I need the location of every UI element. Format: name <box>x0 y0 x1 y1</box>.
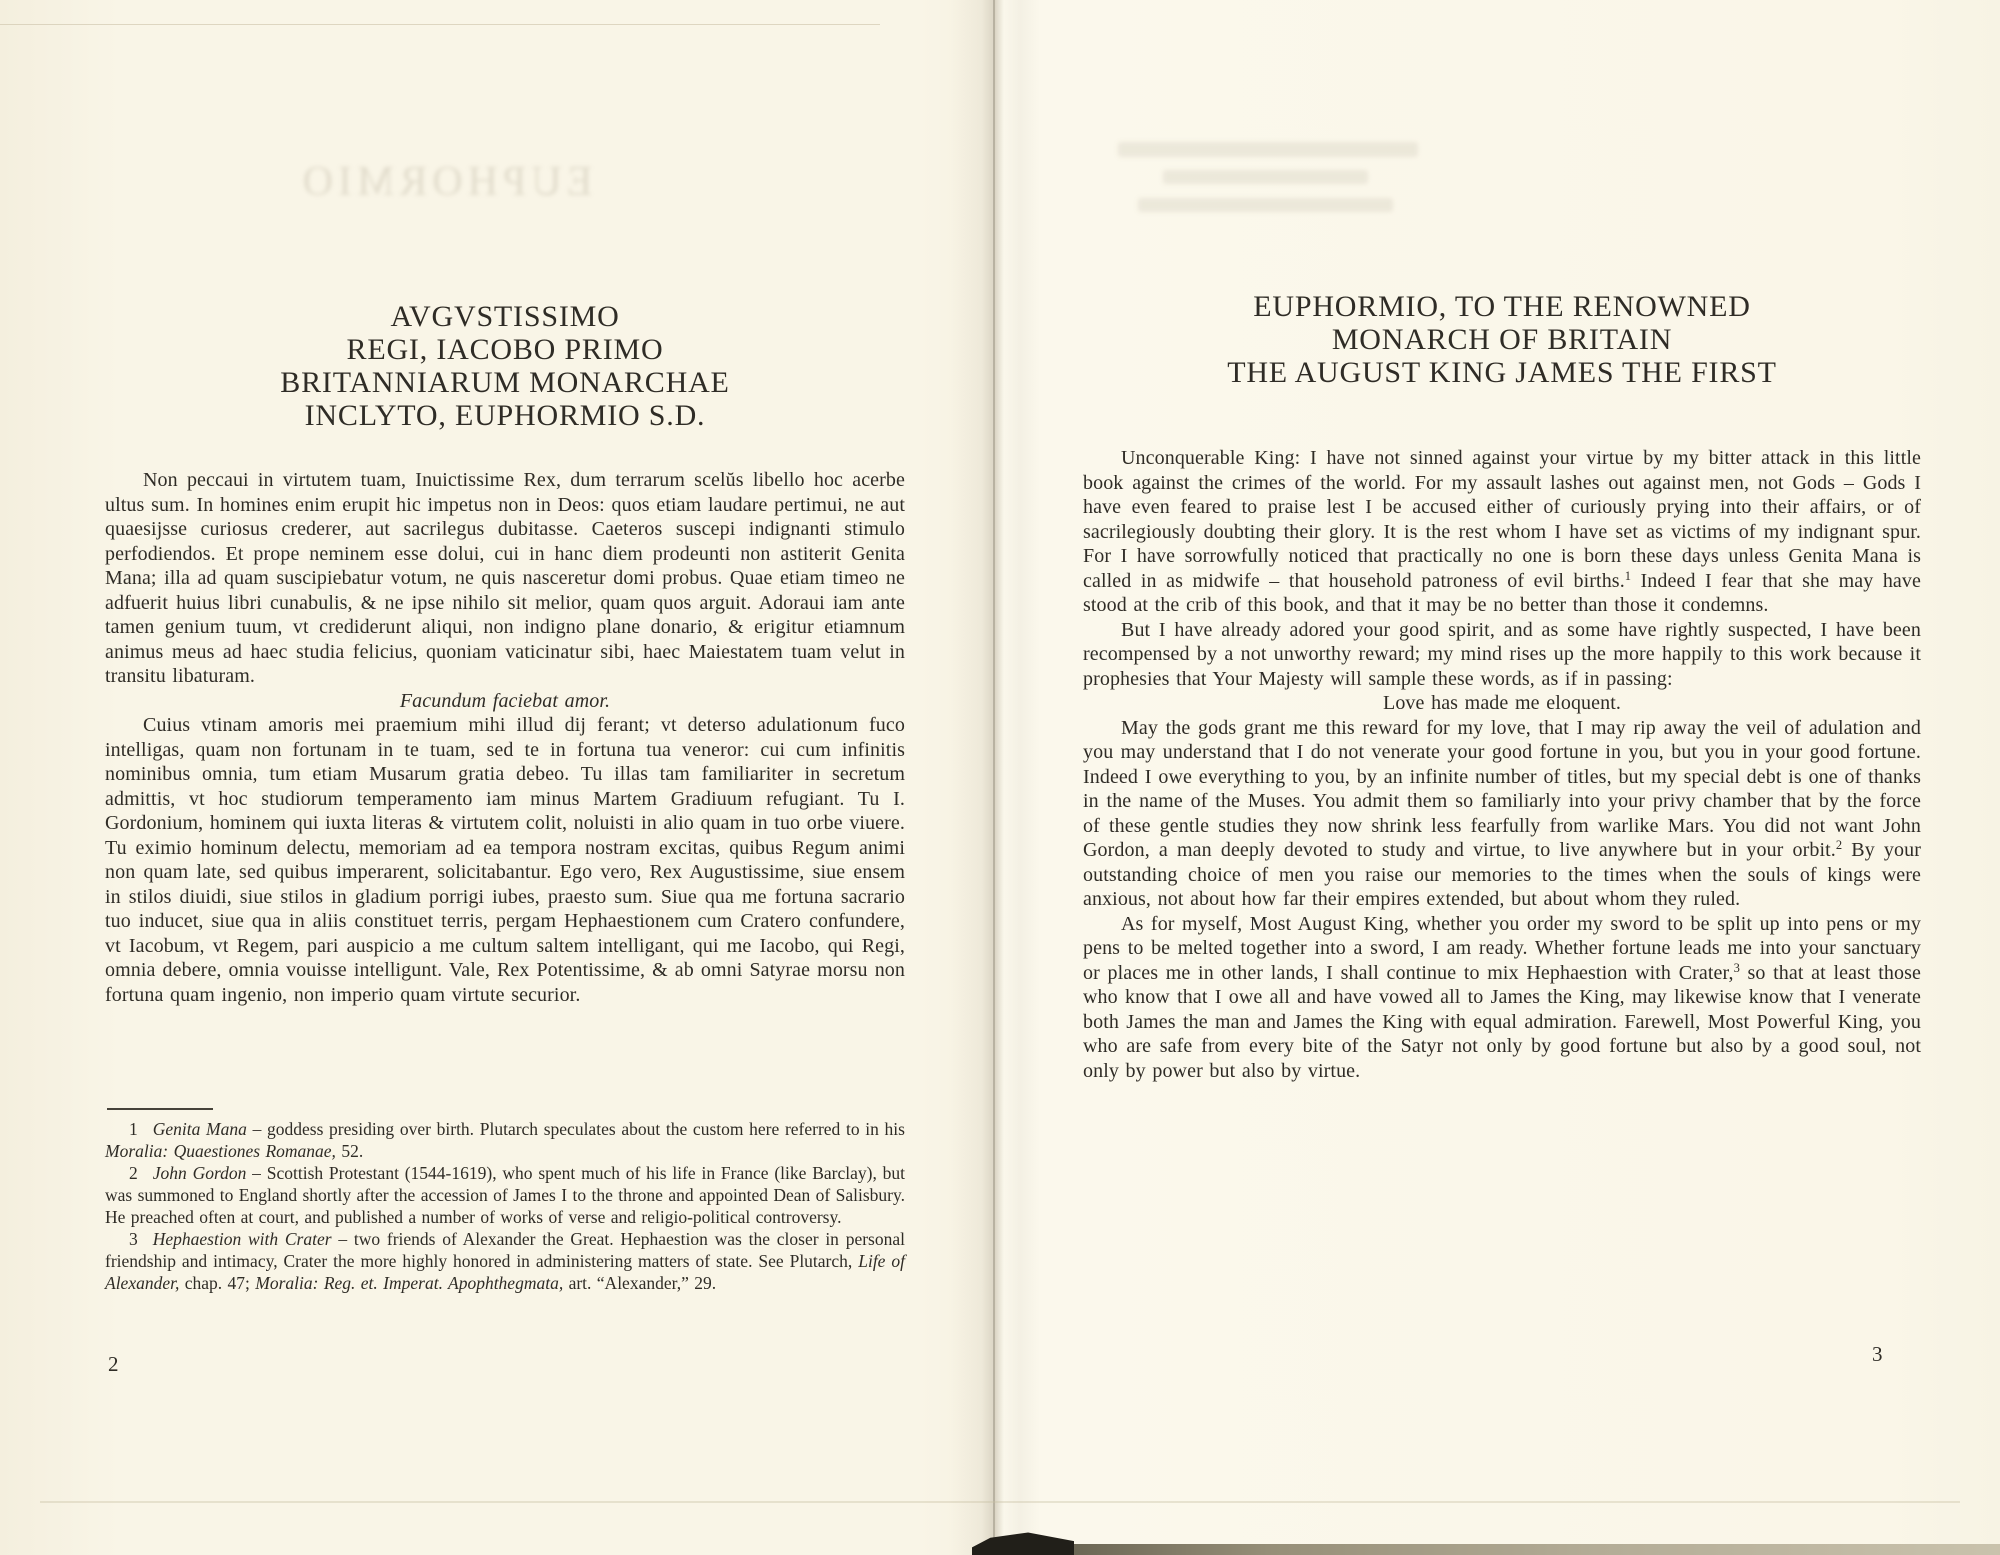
footnote <box>105 1162 905 1228</box>
centered-line <box>105 689 905 714</box>
text-run: Hephaestion with Crater <box>152 1229 332 1249</box>
paragraph <box>1083 618 1921 692</box>
title-line: INCLYTO, EUPHORMIO S.D. <box>304 399 706 432</box>
page-number-left: 2 <box>108 1352 119 1376</box>
text-run: John Gordon <box>152 1163 247 1183</box>
paragraph <box>1083 716 1921 912</box>
paragraph <box>1083 446 1921 618</box>
text-run: Moralia: Reg. et. Imperat. Apophthegmata, <box>255 1273 564 1293</box>
text-run: chap. 47; <box>179 1273 256 1293</box>
footnote-rule <box>107 1108 213 1110</box>
text-run: so that at least those who know that I owe all and have vowed all to James the King, may likewise know that I venerate both James the man and James the King with equal admiration. Farewell, Most Powerful King, you who are safe from every bite of the Satyr not only by good fortune but also by a good soul, not only by power but also by virtue. <box>1083 961 1921 1082</box>
footnote-reference: 2 <box>1835 838 1843 852</box>
text-run: Moralia: Quaestiones Romanae, <box>105 1141 336 1161</box>
book-spine-shadow <box>972 1531 1074 1555</box>
book-edge-shadow <box>990 1544 2000 1555</box>
footnote-number: 2 <box>129 1163 138 1183</box>
text-run: By your outstanding choice of men you raise our memories to the times when the souls of kings were anxious, not about how far their empires extended, but about whom they ruled. <box>1083 839 1921 910</box>
paragraph <box>105 468 905 689</box>
footnote-list <box>105 1118 905 1294</box>
footnote-block <box>105 1108 905 1294</box>
dedication-title-english <box>1083 290 1921 389</box>
gutter-fold-line <box>993 0 995 1555</box>
showthrough-artifact <box>1118 142 1418 157</box>
text-run: – two friends of Alexander the Great. Hephaestion was the closer in personal friendship and intimacy, Crater the more highly honored in administering matters of state. See Plutarch, <box>105 1229 905 1271</box>
text-run: – goddess presiding over birth. Plutarch speculates about the custom here referred to in his <box>246 1119 905 1139</box>
footnote-reference: 1 <box>1624 568 1632 583</box>
right-page <box>1083 0 1921 1555</box>
text-run: – Scottish Protestant (1544-1619), who spent much of his life in France (like Barclay), but was summoned to England shortly after the accession of James I to the throne and appointed Dean of Salisbury. He preached often at court, and published a number of works of verse and religio-political controversy. <box>105 1163 905 1227</box>
text-run: Non peccaui in virtutem tuam, Inuictissime Rex, dum terrarum scelŭs libello hoc acerbe ultus sum. In homines enim erupit hic impetus non in Deos: quos etiam laudare pertimui, ne aut quaesijsse curiosus crederer, aut sacrilegus dubitasse. Caeteros suscepi indignanti stimulo perfodiendos. Et prope neminem esse dolui, cui in hanc diem prodeunti non astiterit Genita Mana; illa ad quam suscipiebatur votum, ne quis nasceretur domi probus. Quae etiam timeo ne adfuerit huius libri cunabulis, & ne ipse nihilo sit melior, quam quos arguit. Adoraui iam ante tamen genium tuum, vt crediderunt aliqui, non indigno plane donario, & erigitur etiamnum animus meus ad haec studia felicius, quoniam vaticinatur sibi, haec Maiestatem tuam velut in transitu libaturam. <box>105 469 905 687</box>
footnote-number: 3 <box>129 1229 138 1249</box>
text-run: Genita Mana <box>152 1119 247 1139</box>
footnote <box>105 1118 905 1162</box>
showthrough-ghost-text: EUPHORMIO <box>297 159 593 205</box>
text-run: 52. <box>335 1141 364 1161</box>
text-run: As for myself, Most August King, whether you order my sword to be split up into pens or my pens to be melted together into a sword, I am ready. Whether fortune leads me into your sanctuary or places me in other lands, I shall continue to mix Hephaestion with Crater, <box>1083 912 1921 984</box>
page-gutter-shadow <box>950 0 1040 1555</box>
showthrough-artifact <box>1138 198 1393 212</box>
centered-line <box>1083 691 1921 716</box>
text-run: Cuius vtinam amoris mei praemium mihi illud dij ferant; vt deterso adulationum fuco intelligas, quam non fortunam in te tuam, sed te in fortuna tua veneror: cui cum infinitis nominibus omnia, tum etiam Musarum gratia debeo. Tu illas tam familiariter in secretum admittis, vt hoc studiorum temperamento iam minus Martem Gradiuum refugiant. Tu I. Gordonium, hominem qui iuxta literas & virtutem colit, noluisti in alio quam in tuo orbe viuere. Tu eximio hominum delectu, memoriam ad ea tempora nostram excitas, quibus Regum animi non quam late, sed quibus imperarent, solicitabantur. Ego vero, Rex Augustissime, siue ensem in stilos diuidi, siue stilos in gladium porrigi iubes, praesto sum. Siue qua me fortuna sacrario tuo inducet, siue qua in aliis constituet terris, pergam Hephaestionem cum Cratero confundere, vt Iacobum, vt Regem, pari auspicio a me cultum saltem intelligant, qui me Iacobo, qui Regi, omnia debere, omnia vouisse intelligunt. Vale, Rex Potentissime, & ab omni Satyrae morsu non fortuna quam ingenio, non imperio quam virtute securior. <box>105 714 905 1006</box>
text-run: Unconquerable King: I have not sinned against your virtue by my bitter attack in this little book against the crimes of the world. For my assault lashes out against men, not Gods – Gods I have even feared to praise lest I be accused either of curiously prying into their affairs, or of sacrilegiously doubting their glory. It is the rest whom I have set as victims of my indignant spur. For I have sorrowfully noticed that practically no one is born these days unless Genita Mana is called in as midwife – that household patroness of evil births. <box>1083 447 1921 592</box>
dedication-title-latin <box>105 300 905 432</box>
page-number-right: 3 <box>1872 1342 1883 1366</box>
text-run: Love has made me eloquent. <box>1383 692 1621 714</box>
title-line: THE AUGUST KING JAMES THE FIRST <box>1227 356 1777 389</box>
text-run: May the gods grant me this reward for my love, that I may rip away the veil of adulation and you may understand that I do not venerate your good fortune in you, but you in your good fortune. Indeed I owe everything to you, by an infinite number of titles, but my special debt is one of thanks in the name of the Muses. You admit them so familiarly into your privy chamber that by the force of these gentle studies they now shrink less fearfully from warlike Mars. You did not want John Gordon, a man deeply devoted to study and virtue, to live anywhere but in your orbit. <box>1083 716 1921 861</box>
text-run: Life of Alexander, <box>105 1251 905 1293</box>
title-line: MONARCH OF BRITAIN <box>1331 323 1673 356</box>
english-translation-body <box>1083 446 1921 1083</box>
text-run: Facundum faciebat amor. <box>399 689 611 712</box>
scan-edge-artifact <box>0 24 880 25</box>
text-run: Indeed I fear that she may have stood at the crib of this book, and that it may be no better than those it condemns. <box>1083 569 1921 616</box>
text-run: art. “Alexander,” 29. <box>563 1273 717 1293</box>
title-line: REGI, IACOBO PRIMO <box>346 333 664 366</box>
text-run: But I have already adored your good spirit, and as some have rightly suspected, I have been recompensed by a not unworthy reward; my mind rises up the more happily to this work because it prophesies that Your Majesty will sample these words, as if in passing: <box>1083 618 1921 690</box>
paragraph <box>105 713 905 1007</box>
latin-dedication-body <box>105 468 905 1007</box>
footnote-number: 1 <box>129 1119 138 1139</box>
page-curl-shadow <box>40 1501 1960 1503</box>
left-page <box>105 0 905 1555</box>
title-line: AVGVSTISSIMO <box>390 300 620 333</box>
footnote-reference: 3 <box>1733 960 1740 975</box>
paragraph <box>1083 912 1921 1084</box>
showthrough-artifact <box>1163 170 1368 184</box>
footnote <box>105 1228 905 1294</box>
title-line: EUPHORMIO, TO THE RENOWNED <box>1253 290 1751 323</box>
title-line: BRITANNIARUM MONARCHAE <box>280 366 730 399</box>
